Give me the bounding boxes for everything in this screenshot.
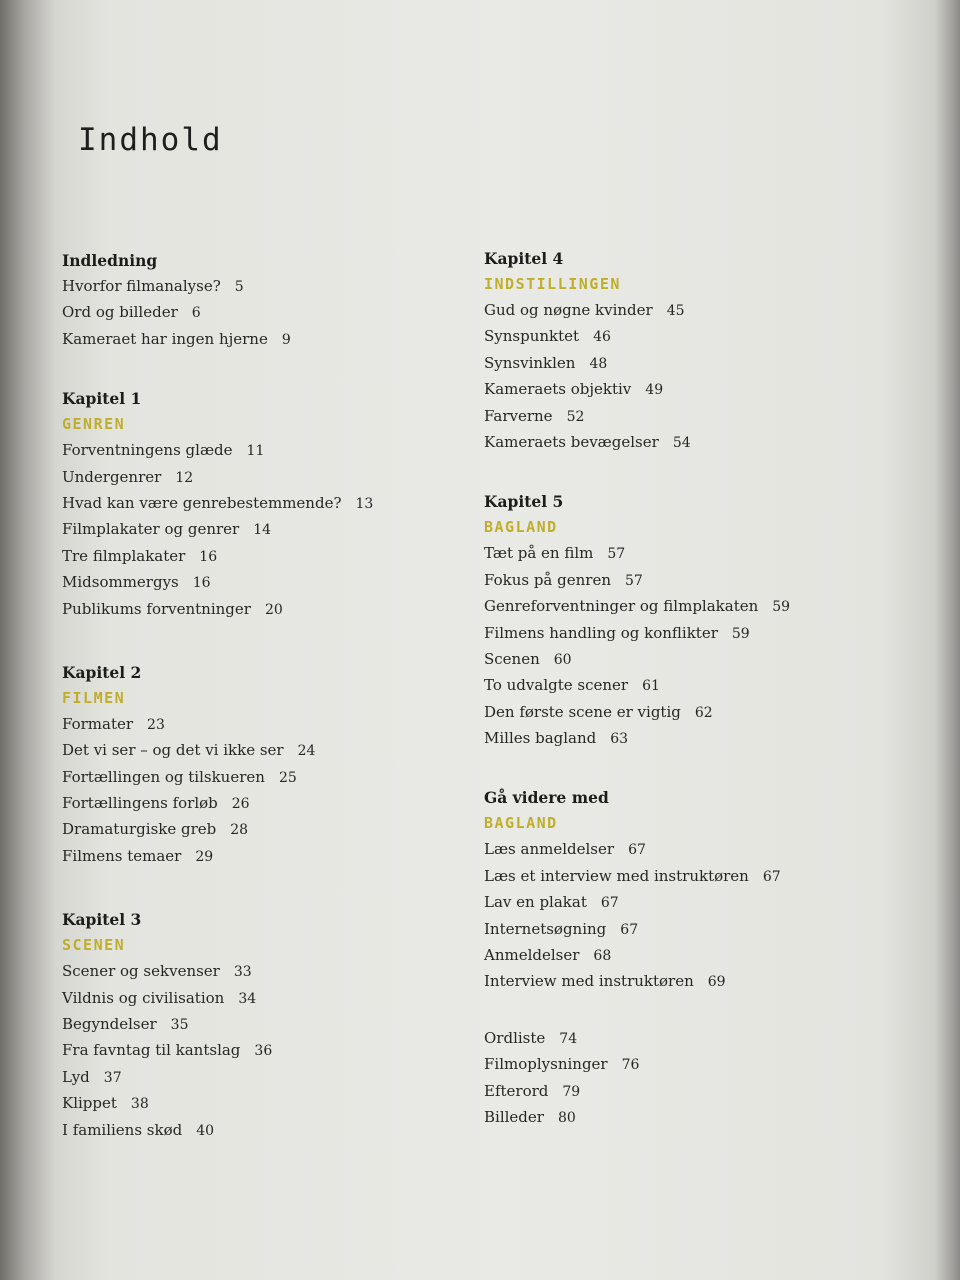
toc-entry xyxy=(484,1025,884,1051)
toc-section xyxy=(62,248,462,352)
toc-entry xyxy=(484,323,884,349)
page-number: 12 xyxy=(175,469,194,486)
page-number: 37 xyxy=(103,1069,122,1086)
page-number: 76 xyxy=(621,1057,640,1074)
page-number: 6 xyxy=(191,305,201,322)
toc-section xyxy=(62,907,462,1143)
entry-title: Vildnis og civilisation xyxy=(62,988,225,1007)
toc-entry xyxy=(62,958,462,984)
toc-entry xyxy=(62,516,462,542)
page-number: 60 xyxy=(553,651,572,668)
entry-title: Fra favntag til kantslag xyxy=(62,1041,241,1060)
entry-title: Begyndelser xyxy=(62,1015,157,1034)
entry-title: Interview med instruktøren xyxy=(484,972,694,991)
toc-section xyxy=(484,246,884,455)
toc-entry xyxy=(62,1011,462,1037)
page-number: 67 xyxy=(628,842,646,859)
toc-entry xyxy=(484,968,884,994)
toc-entry xyxy=(484,646,884,672)
entry-title: Billeder xyxy=(484,1107,544,1126)
entry-title: Filmens handling og konflikter xyxy=(484,623,718,642)
entry-title: Undergenrer xyxy=(62,467,162,486)
page-number: 67 xyxy=(620,921,639,938)
page-number: 24 xyxy=(297,743,316,760)
page-number: 25 xyxy=(278,769,297,786)
page-number: 49 xyxy=(645,382,664,399)
toc-section xyxy=(484,1025,884,1131)
page-number: 33 xyxy=(233,964,252,981)
page-number: 9 xyxy=(281,331,291,348)
toc-entry xyxy=(484,1051,884,1077)
entry-title: Synspunktet xyxy=(484,327,580,346)
page-number: 14 xyxy=(253,522,272,539)
toc-entry xyxy=(62,437,462,463)
toc-entry xyxy=(62,711,462,737)
page-number: 28 xyxy=(230,822,249,839)
toc-left-column xyxy=(62,248,462,1143)
entry-title: Genreforventninger og filmplakaten xyxy=(484,597,759,616)
toc-entry xyxy=(62,764,462,790)
toc-entry xyxy=(484,836,884,862)
toc-entry xyxy=(484,350,884,376)
entry-title: Hvad kan være genrebestemmende? xyxy=(62,493,342,512)
page-number: 5 xyxy=(234,279,244,295)
toc-entry xyxy=(62,985,462,1011)
section-heading: Kapitel 3 xyxy=(62,910,142,930)
page-number: 11 xyxy=(246,443,265,460)
toc-entry xyxy=(62,816,462,842)
page-number: 61 xyxy=(642,678,660,695)
toc-entry xyxy=(62,790,462,816)
entry-title: Lyd xyxy=(62,1067,90,1086)
entry-title: Internetsøgning xyxy=(484,919,607,938)
toc-entry xyxy=(62,490,462,516)
page-number: 80 xyxy=(557,1109,576,1126)
section-heading: Kapitel 4 xyxy=(484,249,564,268)
entry-title: Ord og billeder xyxy=(62,303,178,322)
entry-title: Fokus på genren xyxy=(484,570,611,589)
page-number: 16 xyxy=(199,548,218,565)
page-number: 45 xyxy=(666,303,685,319)
page-number: 20 xyxy=(264,601,283,618)
toc-entry xyxy=(62,1064,462,1090)
entry-title: Fortællingens forløb xyxy=(62,794,218,813)
toc-entry xyxy=(62,596,462,622)
toc-entry xyxy=(484,567,884,593)
toc-entry xyxy=(62,737,462,763)
page-number: 29 xyxy=(195,848,214,865)
entry-title: Scener og sekvenser xyxy=(62,962,220,981)
entry-title: Lav en plakat xyxy=(484,893,587,912)
toc-entry xyxy=(484,725,884,751)
entry-title: Farverne xyxy=(484,406,553,425)
entry-title: Hvorfor filmanalyse? xyxy=(62,277,221,295)
entry-title: Formater xyxy=(62,714,134,733)
toc-entry xyxy=(62,299,462,325)
page-number: 40 xyxy=(196,1122,215,1139)
chapter-title: BAGLAND xyxy=(484,518,558,537)
entry-title: Tæt på en film xyxy=(484,544,594,563)
page-number: 13 xyxy=(355,495,374,512)
toc-entry xyxy=(484,699,884,725)
entry-title: Forventningens glæde xyxy=(62,441,233,460)
entry-title: Anmeldelser xyxy=(484,946,580,965)
toc-entry xyxy=(484,672,884,698)
entry-title: Filmplakater og genrer xyxy=(62,520,240,539)
toc-section xyxy=(62,660,462,869)
toc-entry xyxy=(62,326,462,352)
toc-entry xyxy=(484,1078,884,1104)
toc-entry xyxy=(484,620,884,646)
toc-entry xyxy=(484,942,884,968)
entry-title: Ordliste xyxy=(484,1028,546,1047)
toc-entry xyxy=(484,376,884,402)
toc-entry xyxy=(484,889,884,915)
entry-title: Synsvinklen xyxy=(484,353,576,372)
page-number: 63 xyxy=(610,731,629,748)
toc-entry xyxy=(62,543,462,569)
page-number: 54 xyxy=(672,434,691,451)
page-number: 48 xyxy=(589,355,608,372)
page-number: 57 xyxy=(625,572,643,589)
page-number: 68 xyxy=(593,948,612,965)
page-number: 79 xyxy=(562,1083,581,1100)
page-number: 16 xyxy=(192,575,211,592)
chapter-title: INDSTILLINGEN xyxy=(484,275,621,293)
section-heading: Gå videre med xyxy=(484,788,609,808)
chapter-title: BAGLAND xyxy=(484,814,558,833)
chapter-title: SCENEN xyxy=(62,936,126,955)
toc-entry xyxy=(62,1117,462,1143)
entry-title: Filmens temaer xyxy=(62,846,182,865)
page-number: 38 xyxy=(130,1096,149,1113)
entry-title: Fortællingen og tilskueren xyxy=(62,767,265,786)
entry-title: Klippet xyxy=(62,1094,117,1113)
toc-entry xyxy=(484,403,884,429)
toc-section xyxy=(484,785,884,994)
entry-title: Scenen xyxy=(484,649,540,668)
entry-title: Den første scene er vigtig xyxy=(484,702,681,721)
toc-right-column xyxy=(484,246,884,1130)
section-heading: Kapitel 2 xyxy=(62,662,142,682)
page-title: Indhold xyxy=(78,122,223,158)
toc-entry xyxy=(484,593,884,619)
page-number: 46 xyxy=(593,329,611,346)
page-number: 69 xyxy=(707,974,726,991)
page-number: 26 xyxy=(231,796,250,813)
page-number: 36 xyxy=(254,1043,273,1060)
toc-entry xyxy=(62,569,462,595)
chapter-title: GENREN xyxy=(62,415,126,434)
toc-entry xyxy=(484,540,884,566)
entry-title: Publikums forventninger xyxy=(62,599,251,618)
entry-title: Milles bagland xyxy=(484,729,597,748)
toc-entry xyxy=(484,429,884,455)
page-number: 67 xyxy=(762,868,781,885)
toc-entry xyxy=(484,1104,884,1130)
page-number: 23 xyxy=(147,716,165,733)
toc-entry xyxy=(484,916,884,942)
entry-title: Læs et interview med instruktøren xyxy=(484,866,749,885)
entry-title: Efterord xyxy=(484,1081,549,1100)
section-heading: Kapitel 5 xyxy=(484,492,564,512)
page-number: 62 xyxy=(694,704,713,721)
page-number: 57 xyxy=(607,546,626,563)
toc-entry xyxy=(62,464,462,490)
entry-title: Midsommergys xyxy=(62,573,179,592)
page-number: 34 xyxy=(238,990,257,1007)
entry-title: Dramaturgiske greb xyxy=(62,820,217,839)
section-heading: Kapitel 1 xyxy=(62,389,142,409)
page-number: 74 xyxy=(559,1030,578,1047)
chapter-title: FILMEN xyxy=(62,688,126,707)
toc-entry xyxy=(484,863,884,889)
page-number: 59 xyxy=(731,625,750,642)
toc-entry xyxy=(62,273,462,299)
entry-title: Kameraets bevægelser xyxy=(484,432,659,451)
toc-entry xyxy=(484,297,884,323)
entry-title: Filmoplysninger xyxy=(484,1055,608,1074)
entry-title: To udvalgte scener xyxy=(484,676,629,695)
page-number: 35 xyxy=(170,1017,189,1034)
entry-title: Tre filmplakater xyxy=(62,546,186,565)
entry-title: Kameraets objektiv xyxy=(484,380,632,399)
toc-entry xyxy=(62,1090,462,1116)
page-number: 52 xyxy=(566,408,585,425)
section-heading: Indledning xyxy=(62,251,158,270)
toc-entry xyxy=(62,1037,462,1063)
page-number: 67 xyxy=(600,895,619,912)
entry-title: Gud og nøgne kvinder xyxy=(484,301,653,319)
entry-title: Læs anmeldelser xyxy=(484,840,615,859)
entry-title: Kameraet har ingen hjerne xyxy=(62,329,268,348)
entry-title: Det vi ser – og det vi ikke ser xyxy=(62,741,284,760)
page-number: 59 xyxy=(772,599,791,616)
toc-section xyxy=(484,489,884,751)
toc-entry xyxy=(62,843,462,869)
entry-title: I familiens skød xyxy=(62,1120,183,1139)
toc-section xyxy=(62,386,462,622)
